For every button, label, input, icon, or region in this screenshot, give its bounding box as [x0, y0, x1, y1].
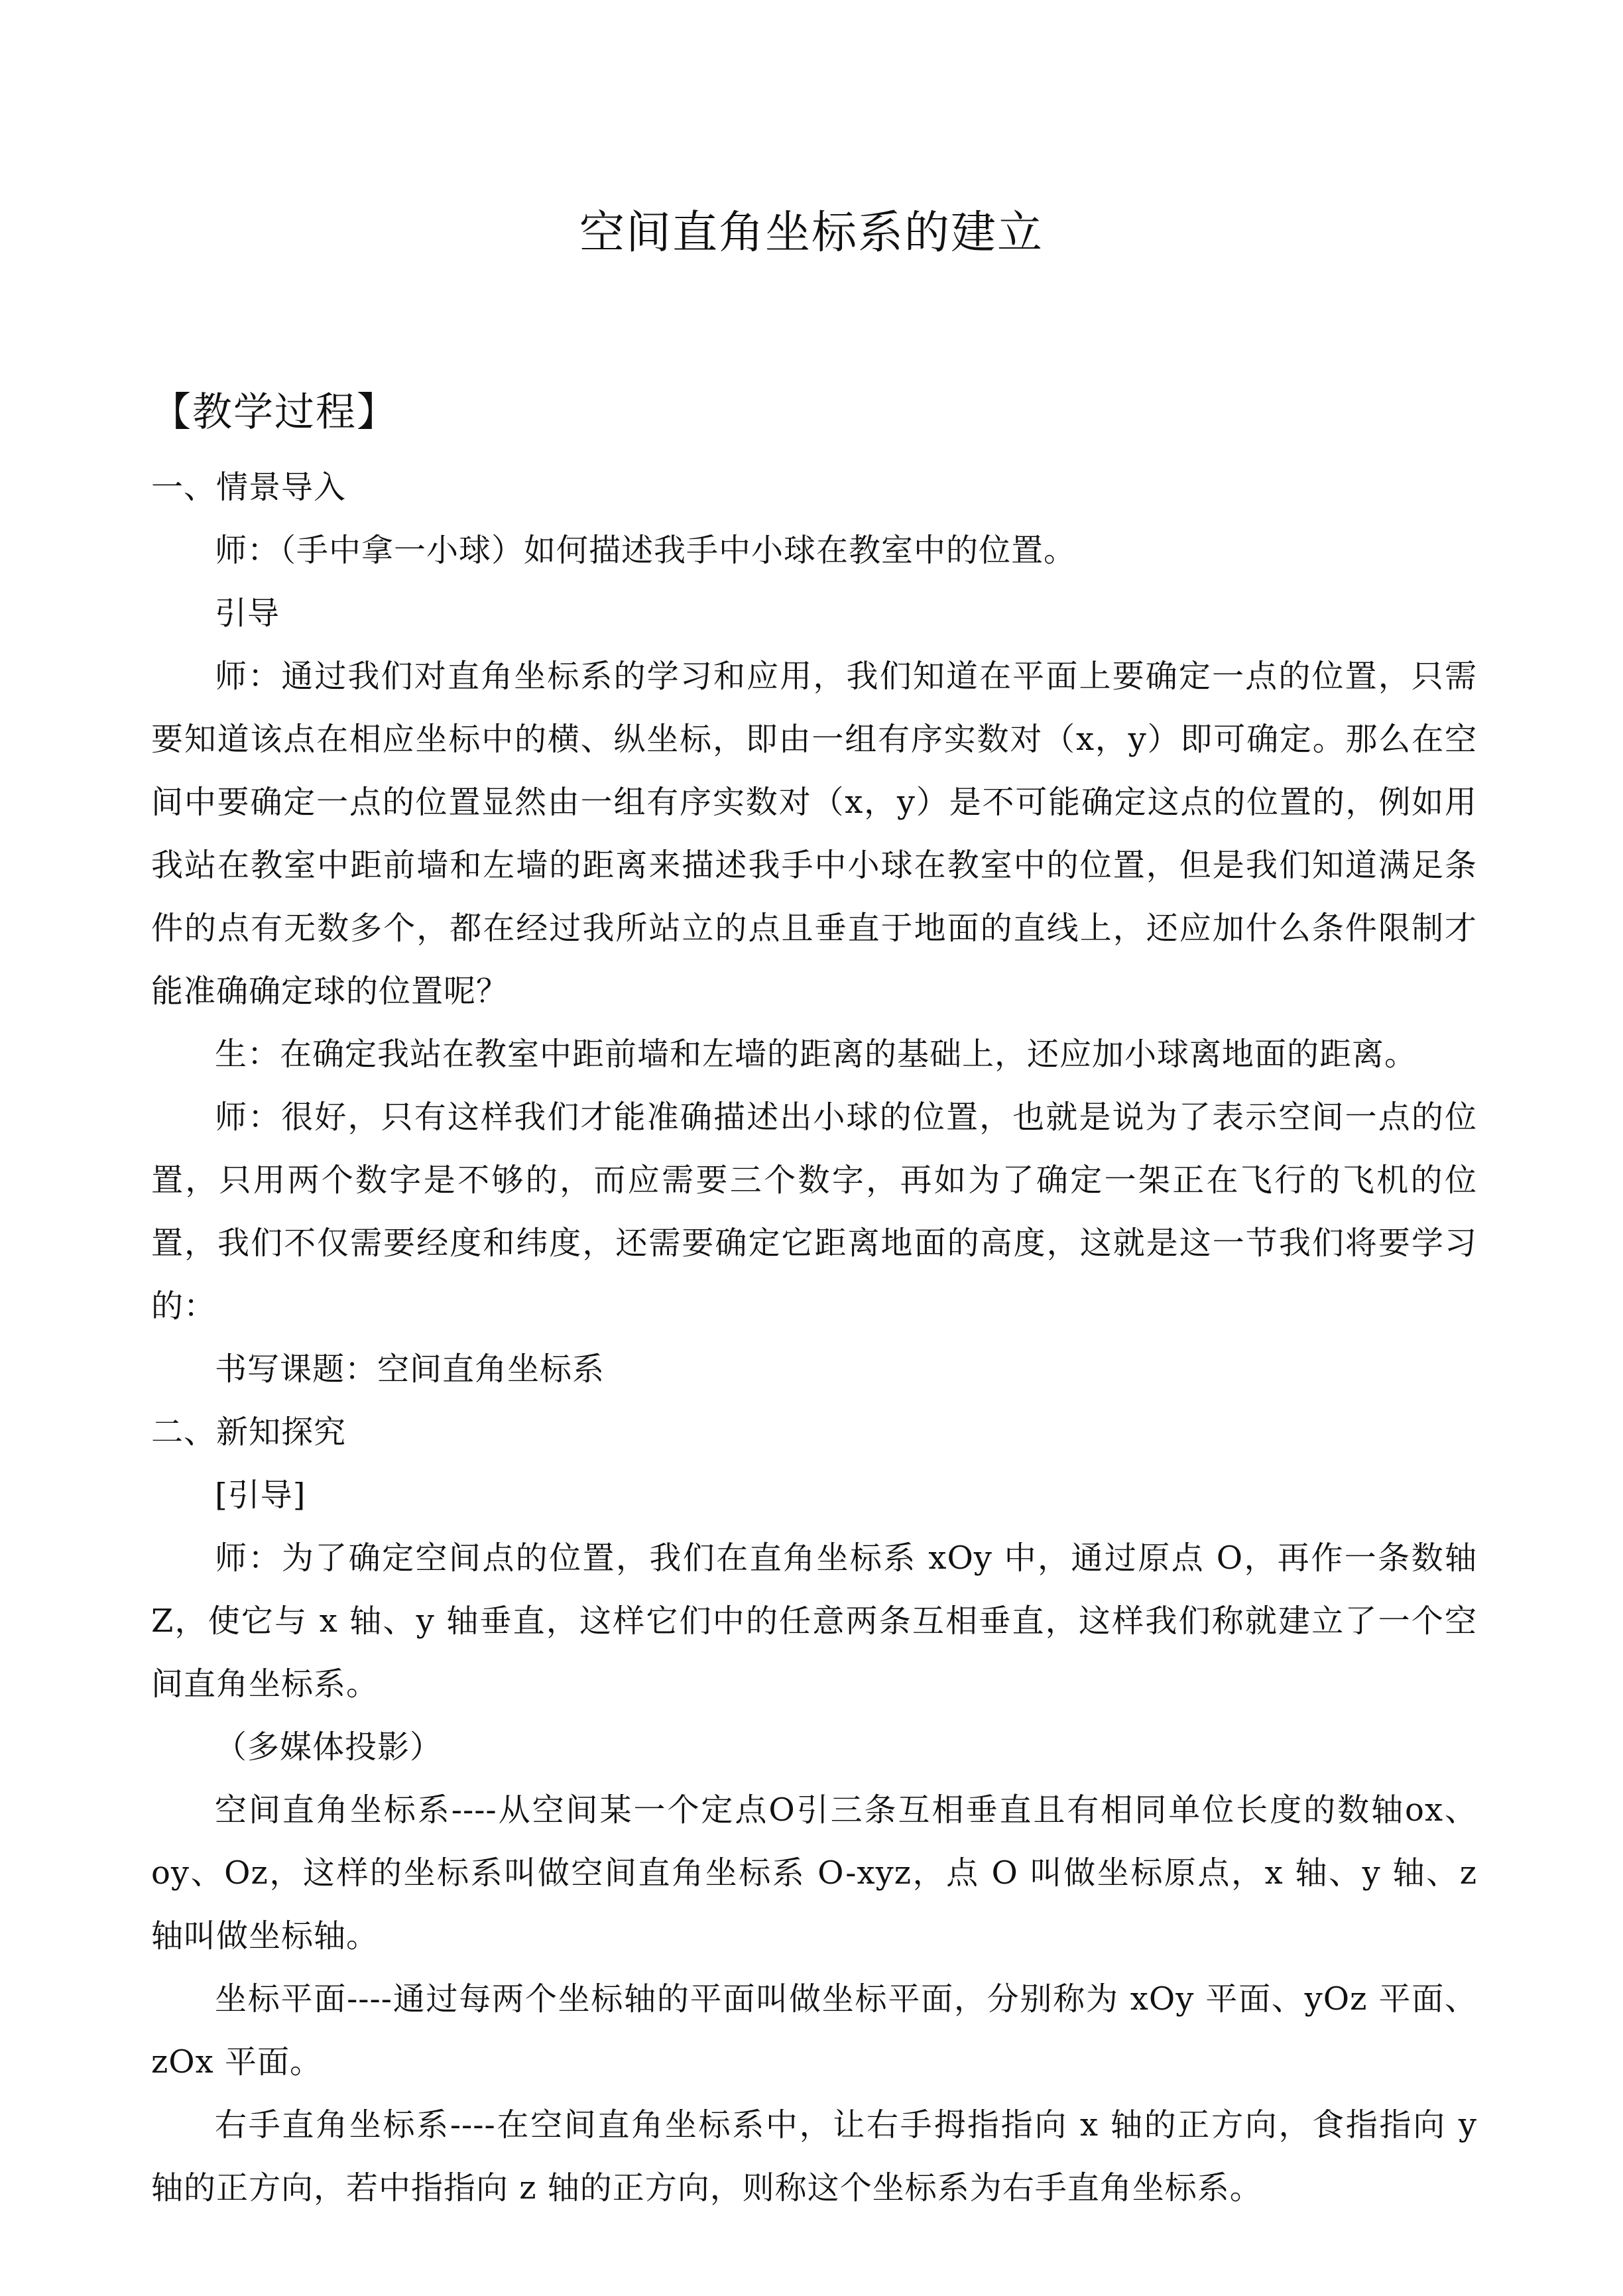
- document-body: [151, 456, 1477, 2220]
- paragraph: 引导: [215, 595, 280, 632]
- paragraph: 坐标平面----通过每两个坐标轴的平面叫做坐标平面，分别称为 xOy 平面、yOz 平面、zOx 平面。: [151, 1980, 1477, 2081]
- paragraph: [引导]: [215, 1477, 306, 1514]
- paragraph: 师：很好，只有这样我们才能准确描述出小球的位置，也就是说为了表示空间一点的位置，只用两个数字是不够的，而应需要三个数字，再如为了确定一架正在飞行的飞机的位置，我们不仅需要经度和纬度，还需要确定它距离地面的高度，这就是这一节我们将要学习的：: [151, 1099, 1477, 1325]
- paragraph: 右手直角坐标系----在空间直角坐标系中，让右手拇指指向 x 轴的正方向，食指指向 y 轴的正方向，若中指指向 z 轴的正方向，则称这个坐标系为右手直角坐标系。: [151, 2106, 1477, 2206]
- paragraph: 生：在确定我站在教室中距前墙和左墙的距离的基础上，还应加小球离地面的距离。: [215, 1036, 1417, 1073]
- paragraph: （多媒体投影）: [215, 1728, 443, 1766]
- section-title: 【教学过程】: [151, 389, 398, 436]
- paragraph: 师：为了确定空间点的位置，我们在直角坐标系 xOy 中，通过原点 O，再作一条数轴 Z，使它与 x 轴、y 轴垂直，这样它们中的任意两条互相垂直，这样我们称就建立了一个空间直角坐标系。: [151, 1540, 1477, 1703]
- document-title: 空间直角坐标系的建立: [579, 207, 1044, 259]
- paragraph: 空间直角坐标系----从空间某一个定点O引三条互相垂直且有相同单位长度的数轴ox、oy、Oz，这样的坐标系叫做空间直角坐标系 O-xyz，点 O 叫做坐标原点，x 轴、y 轴、z 轴叫做坐标轴。: [151, 1791, 1477, 1955]
- heading-intro: 一、情景导入: [151, 469, 347, 506]
- paragraph: 师：（手中拿一小球）如何描述我手中小球在教室中的位置。: [215, 532, 1077, 569]
- heading-new-knowledge: 二、新知探究: [151, 1414, 347, 1451]
- paragraph: 书写课题：空间直角坐标系: [215, 1351, 605, 1388]
- paragraph: 师：通过我们对直角坐标系的学习和应用，我们知道在平面上要确定一点的位置，只需要知道该点在相应坐标中的横、纵坐标，即由一组有序实数对（x，y）即可确定。那么在空间中要确定一点的位置显然由一组有序实数对（x，y）是不可能确定这点的位置的，例如用我站在教室中距前墙和左墙的距离来描述我手中小球在教室中的位置，但是我们知道满足条件的点有无数多个，都在经过我所站立的点且垂直于地面的直线上，还应加什么条件限制才能准确确定球的位置呢？: [151, 658, 1477, 1010]
